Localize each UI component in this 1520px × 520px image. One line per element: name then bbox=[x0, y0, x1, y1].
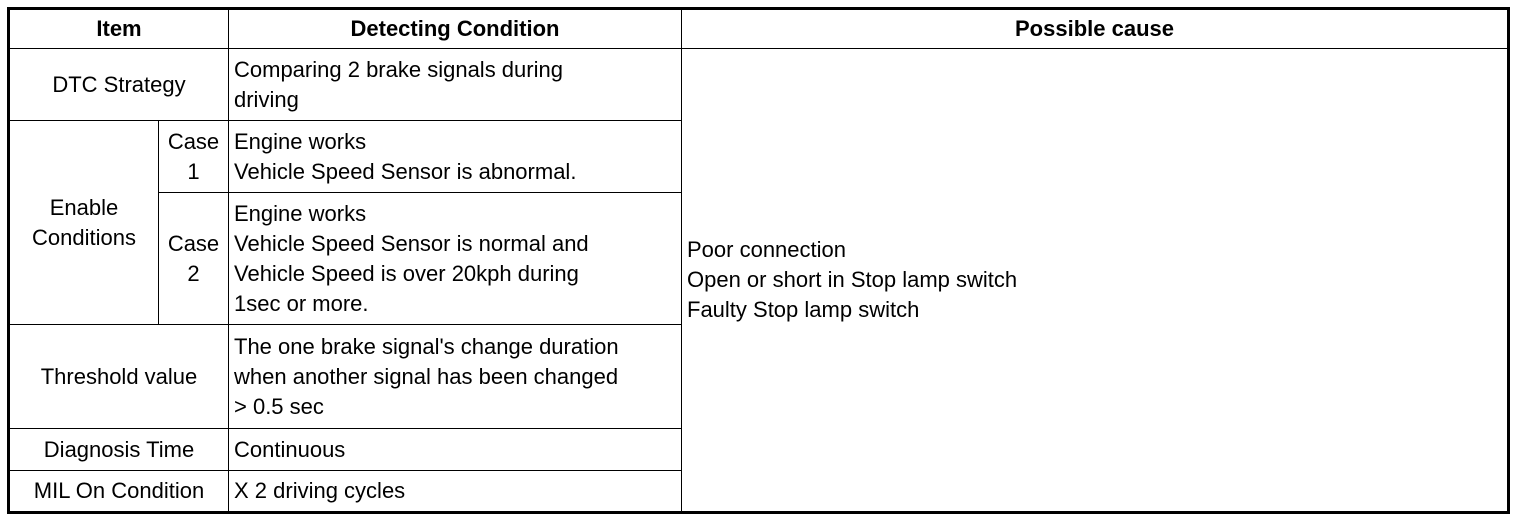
item-line: Conditions bbox=[32, 224, 136, 250]
case-line: 1 bbox=[187, 158, 200, 184]
condition-line: > 0.5 sec bbox=[234, 393, 324, 419]
header-detecting-condition: Detecting Condition bbox=[229, 9, 682, 49]
dtc-table bbox=[7, 7, 1510, 514]
header-row bbox=[9, 9, 1509, 49]
condition-line: Vehicle Speed Sensor is normal and bbox=[234, 230, 589, 256]
possible-cause-line: Open or short in Stop lamp switch bbox=[687, 267, 1018, 292]
condition-case-1 bbox=[229, 121, 682, 193]
condition-line: Vehicle Speed Sensor is abnormal. bbox=[234, 158, 577, 184]
item-mil-on-condition: MIL On Condition bbox=[9, 471, 229, 513]
header-possible-cause: Possible cause bbox=[682, 9, 1509, 49]
condition-line: when another signal has been changed bbox=[234, 363, 619, 389]
possible-cause-line: Faulty Stop lamp switch bbox=[687, 297, 920, 322]
condition-line: The one brake signal's change duration bbox=[234, 333, 619, 359]
condition-line: Vehicle Speed is over 20kph during bbox=[234, 260, 579, 286]
condition-dtc-strategy bbox=[229, 49, 682, 121]
condition-diagnosis-time: Continuous bbox=[229, 429, 682, 471]
condition-case-2 bbox=[229, 193, 682, 325]
item-dtc-strategy: DTC Strategy bbox=[9, 49, 229, 121]
condition-line: Comparing 2 brake signals during bbox=[234, 56, 563, 82]
possible-cause-cell bbox=[682, 49, 1509, 513]
condition-threshold-value bbox=[229, 325, 682, 429]
item-threshold-value: Threshold value bbox=[9, 325, 229, 429]
case-1-label bbox=[159, 121, 229, 193]
condition-mil-on-condition: X 2 driving cycles bbox=[229, 471, 682, 513]
row-dtc-strategy bbox=[9, 49, 1509, 121]
condition-line: Engine works bbox=[234, 128, 367, 154]
item-enable-conditions bbox=[9, 121, 159, 325]
condition-line: 1sec or more. bbox=[234, 290, 369, 316]
case-line: Case bbox=[167, 128, 220, 154]
item-diagnosis-time: Diagnosis Time bbox=[9, 429, 229, 471]
possible-cause-line: Poor connection bbox=[687, 237, 846, 262]
case-line: Case bbox=[167, 230, 220, 256]
case-2-label bbox=[159, 193, 229, 325]
condition-line: driving bbox=[234, 86, 299, 112]
condition-line: Engine works bbox=[234, 200, 367, 226]
header-item: Item bbox=[9, 9, 229, 49]
item-line: Enable bbox=[49, 194, 119, 220]
case-line: 2 bbox=[187, 260, 200, 286]
